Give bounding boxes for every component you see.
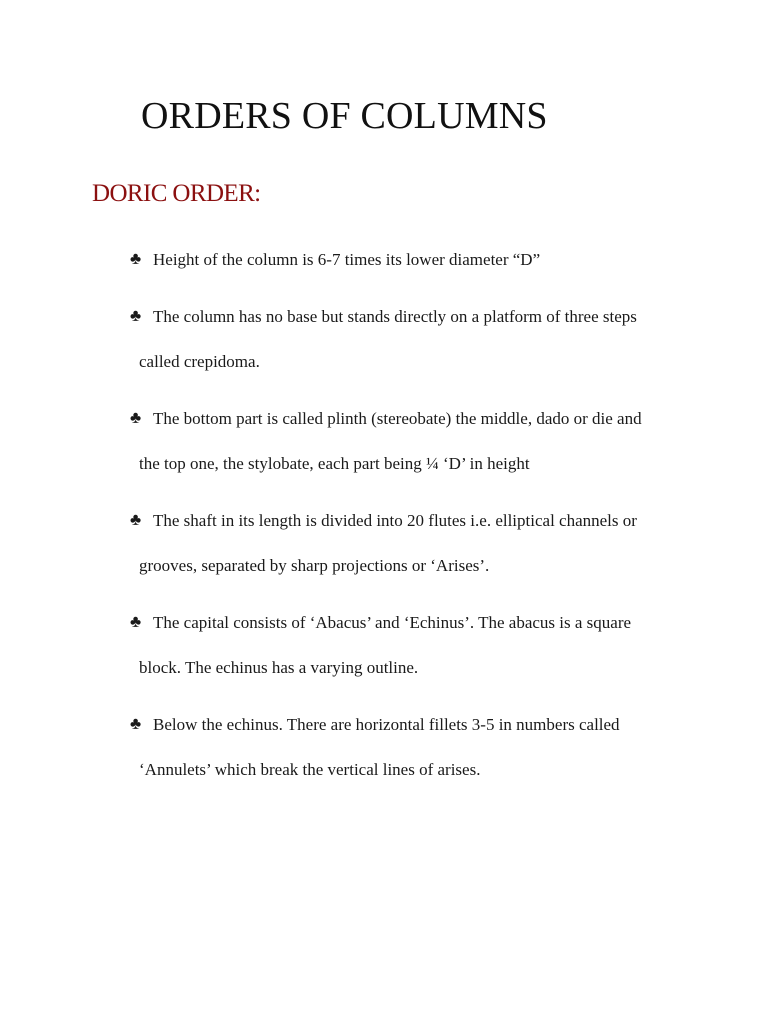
bullet-line-continued: block. The echinus has a varying outline. bbox=[139, 658, 419, 677]
bullet-line-continued: grooves, separated by sharp projections or ‘Arises’. bbox=[139, 556, 490, 575]
bullet-line: The column has no base but stands directly on a platform of three steps bbox=[153, 307, 637, 326]
bullet-text bbox=[139, 294, 690, 384]
bullet-text bbox=[139, 396, 690, 486]
bullet-text bbox=[139, 600, 690, 690]
bullet-list bbox=[130, 244, 690, 811]
bullet-line: Height of the column is 6-7 times its lower diameter “D” bbox=[153, 250, 541, 269]
bullet-line-continued: ‘Annulets’ which break the vertical lines of arises. bbox=[139, 760, 481, 779]
club-icon: ♣ bbox=[130, 306, 142, 325]
list-item bbox=[130, 403, 690, 493]
bullet-text bbox=[153, 237, 690, 282]
bullet-line: The capital consists of ‘Abacus’ and ‘Echinus’. The abacus is a square bbox=[153, 613, 632, 632]
bullet-line-continued: the top one, the stylobate, each part being ¼ ‘D’ in height bbox=[139, 454, 530, 473]
club-icon: ♣ bbox=[130, 714, 142, 733]
bullet-line: The bottom part is called plinth (stereobate) the middle, dado or die and bbox=[153, 409, 642, 428]
page-title: ORDERS OF COLUMNS bbox=[141, 95, 548, 137]
club-icon: ♣ bbox=[130, 612, 142, 631]
list-item bbox=[130, 244, 690, 289]
club-icon: ♣ bbox=[130, 510, 142, 529]
list-item bbox=[130, 709, 690, 799]
list-item bbox=[130, 301, 690, 391]
list-item bbox=[130, 607, 690, 697]
bullet-text bbox=[139, 498, 690, 588]
bullet-line: The shaft in its length is divided into 20 flutes i.e. elliptical channels or bbox=[153, 511, 637, 530]
bullet-line: Below the echinus. There are horizontal fillets 3-5 in numbers called bbox=[153, 715, 620, 734]
bullet-text bbox=[139, 702, 690, 792]
bullet-line-continued: called crepidoma. bbox=[139, 352, 260, 371]
club-icon: ♣ bbox=[130, 249, 142, 268]
list-item bbox=[130, 505, 690, 595]
section-heading: DORIC ORDER: bbox=[92, 180, 261, 207]
club-icon: ♣ bbox=[130, 408, 142, 427]
